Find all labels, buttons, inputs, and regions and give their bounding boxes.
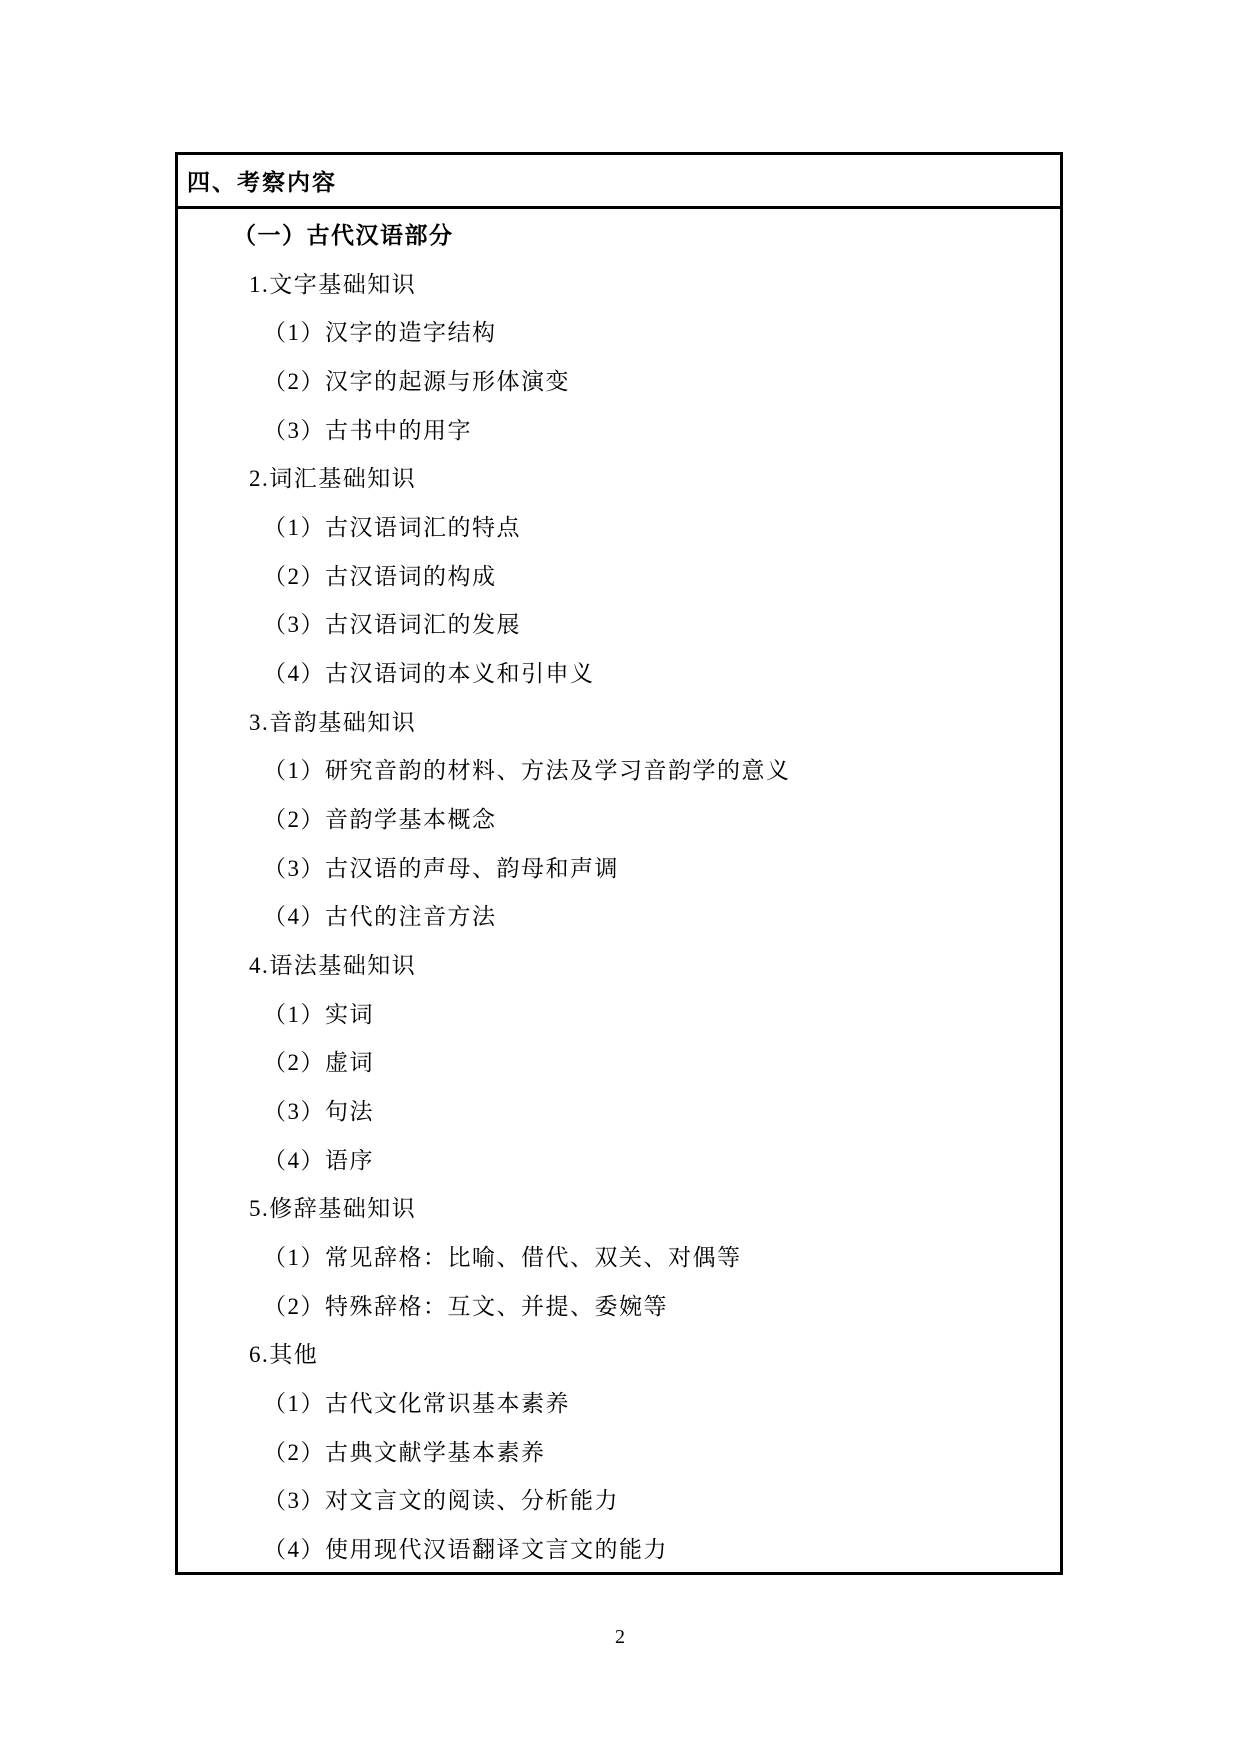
section-6-item-1: （1）古代文化常识基本素养 (263, 1390, 570, 1416)
section-3-title: 3.音韵基础知识 (249, 709, 417, 735)
section-3-item-4: （4）古代的注音方法 (263, 904, 497, 930)
section-3-item-2: （2）音韵学基本概念 (263, 806, 497, 832)
table-header-title: 四、考察内容 (187, 170, 337, 195)
section-1-item-2: （2）汉字的起源与形体演变 (263, 368, 570, 394)
section-4-title: 4.语法基础知识 (249, 952, 417, 978)
part-title: （一）古代汉语部分 (233, 222, 454, 248)
section-6-title: 6.其他 (249, 1342, 319, 1368)
section-5-item-2: （2）特殊辞格：互文、并提、委婉等 (263, 1293, 668, 1319)
section-4-item-2: （2）虚词 (263, 1050, 374, 1076)
section-2-title: 2.词汇基础知识 (249, 466, 417, 492)
section-5-item-1: （1）常见辞格：比喻、借代、双关、对偶等 (263, 1244, 742, 1270)
section-2-item-4: （4）古汉语词的本义和引申义 (263, 660, 595, 686)
section-1-item-3: （3）古书中的用字 (263, 417, 472, 443)
section-3-item-1: （1）研究音韵的材料、方法及学习音韵学的意义 (263, 758, 791, 784)
exam-content-table (175, 152, 1063, 1575)
table-header-row (178, 155, 1060, 209)
section-6-item-4: （4）使用现代汉语翻译文言文的能力 (263, 1536, 668, 1562)
section-4-item-4: （4）语序 (263, 1147, 374, 1173)
section-4-item-1: （1）实词 (263, 1001, 374, 1027)
section-2-item-1: （1）古汉语词汇的特点 (263, 514, 521, 540)
page-number: 2 (615, 1626, 625, 1648)
section-4-item-3: （3）句法 (263, 1098, 374, 1124)
section-5-title: 5.修辞基础知识 (249, 1196, 417, 1222)
section-1-item-1: （1）汉字的造字结构 (263, 320, 497, 346)
section-2-item-3: （3）古汉语词汇的发展 (263, 612, 521, 638)
table-body (178, 209, 1060, 1572)
section-6-item-2: （2）古典文献学基本素养 (263, 1439, 546, 1465)
section-6-item-3: （3）对文言文的阅读、分析能力 (263, 1488, 619, 1514)
section-3-item-3: （3）古汉语的声母、韵母和声调 (263, 855, 619, 881)
section-1-title: 1.文字基础知识 (249, 271, 417, 297)
section-2-item-2: （2）古汉语词的构成 (263, 563, 497, 589)
